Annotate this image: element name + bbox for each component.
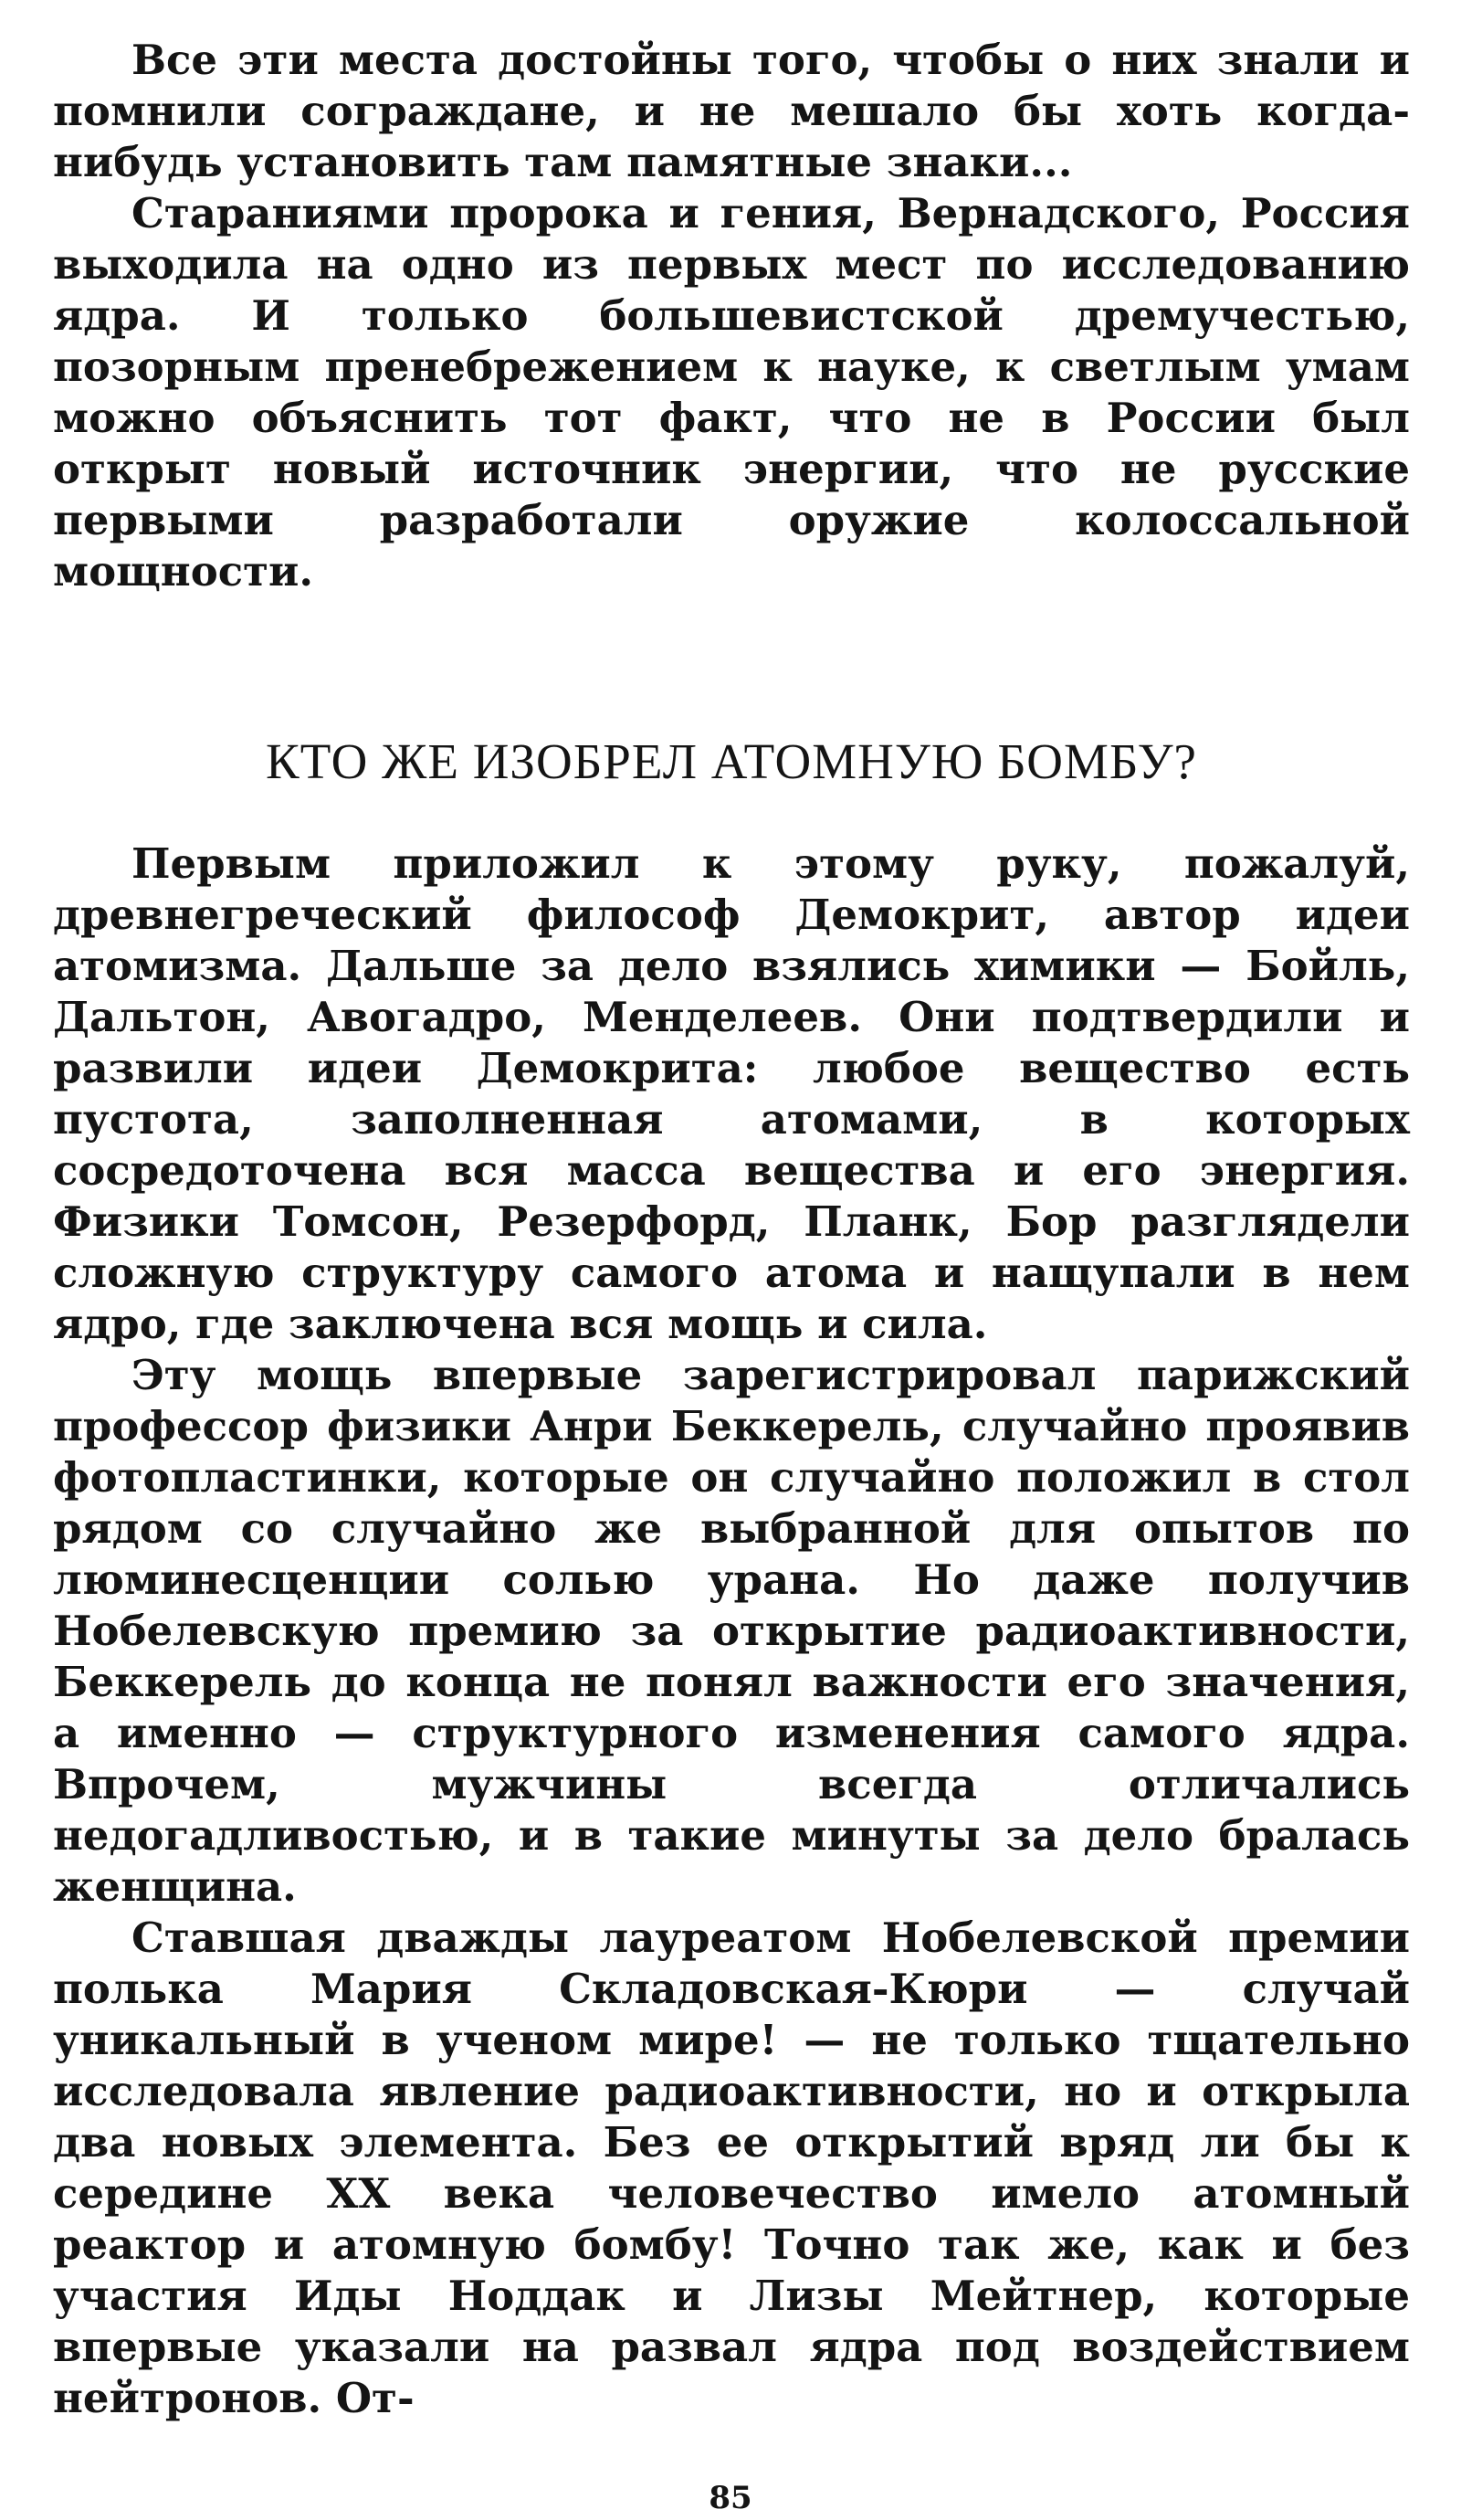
page-number: 85: [709, 2480, 752, 2516]
spacer: [53, 791, 1410, 838]
text-column: [53, 35, 1410, 2424]
paragraph: Ставшая дважды лауреатом Нобелевской премии полька Мария Складовская-Кюри — случай уникальный в ученом мире! — не только тщательно исследовала явление радиоактивности, но и открыла два новых элемента. Без ее открытий вряд ли бы к середине XX века человечество имело атомный реактор и атомную бомбу! Точно так же, как и без участия Иды Ноддак и Лизы Мейтнер, которые впервые указали на развал ядра под воздействием нейтронов. От-: [53, 1914, 1410, 2422]
spacer: [53, 597, 1410, 733]
paragraph: Все эти места достойны того, чтобы о них знали и помнили сограждане, и не мешало бы хоть когда-нибудь установить там памятные знаки...: [53, 36, 1410, 186]
paragraph: Стараниями пророка и гения, Вернадского, Россия выходила на одно из первых мест по исследованию ядра. И только большевистской дремучестью, позорным пренебрежением к науке, к светлым умам можно объяснить тот факт, что не в России был открыт новый источник энергии, что не русские первыми разработали оружие колоссальной мощности.: [53, 189, 1410, 596]
paragraph: Первым приложил к этому руку, пожалуй, древнегреческий философ Демокрит, автор идеи атомизма. Дальше за дело взялись химики — Бойль, Дальтон, Авогадро, Менделеев. Они подтвердили и развили идеи Демокрита: любое вещество есть пустота, заполненная атомами, в которых сосредоточена вся масса вещества и его энергия. Физики Томсон, Резерфорд, Планк, Бор разглядели сложную структуру самого атома и нащупали в нем ядро, где заключена вся мощь и сила.: [53, 839, 1410, 1348]
paragraph: Эту мощь впервые зарегистрировал парижский профессор физики Анри Беккерель, случайно проявив фотопластинки, которые он случайно положил в стол рядом со случайно же выбранной для опытов по люминесценции солью урана. Но даже получив Нобелевскую премию за открытие радиоактивности, Беккерель до конца не понял важности его значения, а именно — структурного изменения самого ядра. Впрочем, мужчины всегда отличались недогадливостью, и в такие минуты за дело бралась женщина.: [53, 1351, 1410, 1911]
section-heading: КТО ЖЕ ИЗОБРЕЛ АТОМНУЮ БОМБУ?: [266, 733, 1197, 789]
